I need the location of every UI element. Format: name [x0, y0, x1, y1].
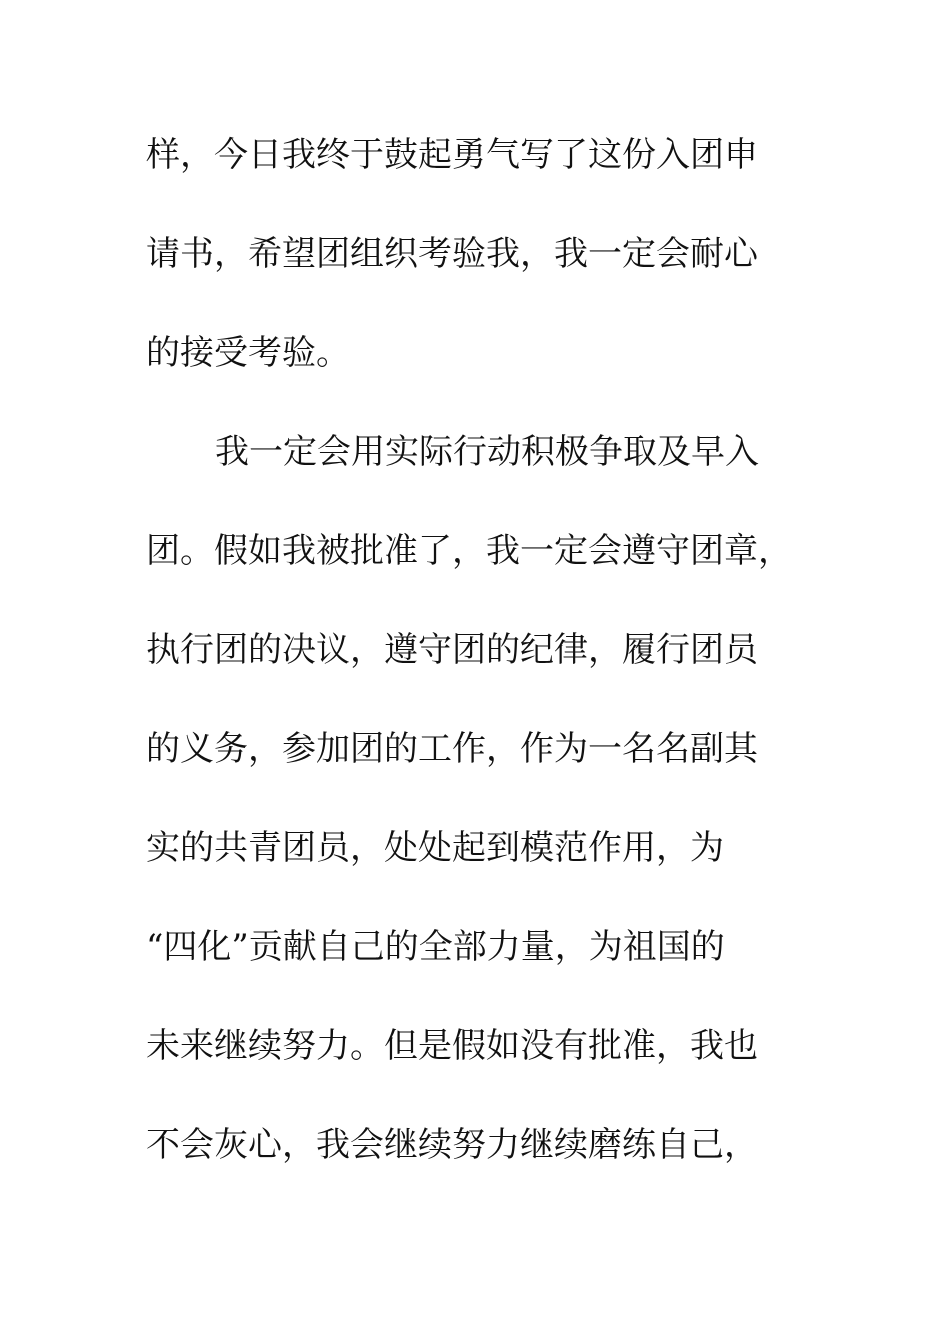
body-text: [146, 128, 806, 1217]
paragraph-start-line: 我一定会用实际行动积极争取及早入: [215, 432, 759, 472]
text-line: 实的共青团员，处处起到模范作用，为: [146, 828, 724, 868]
text-line: 不会灰心，我会继续努力继续磨练自己，: [146, 1125, 758, 1165]
text-line: 的接受考验。: [146, 333, 350, 373]
text-line: 样，今日我终于鼓起勇气写了这份入团申: [146, 135, 758, 175]
text-line: 未来继续努力。但是假如没有批准，我也: [146, 1026, 758, 1066]
text-line: 的义务，参加团的工作，作为一名名副其: [146, 729, 758, 769]
text-line: 团。假如我被批准了，我一定会遵守团章，: [146, 531, 792, 571]
text-line: 执行团的决议，遵守团的纪律，履行团员: [146, 630, 758, 670]
text-line: “四化”贡献自己的全部力量，为祖国的: [146, 927, 725, 967]
text-line: 请书，希望团组织考验我，我一定会耐心: [146, 234, 758, 274]
